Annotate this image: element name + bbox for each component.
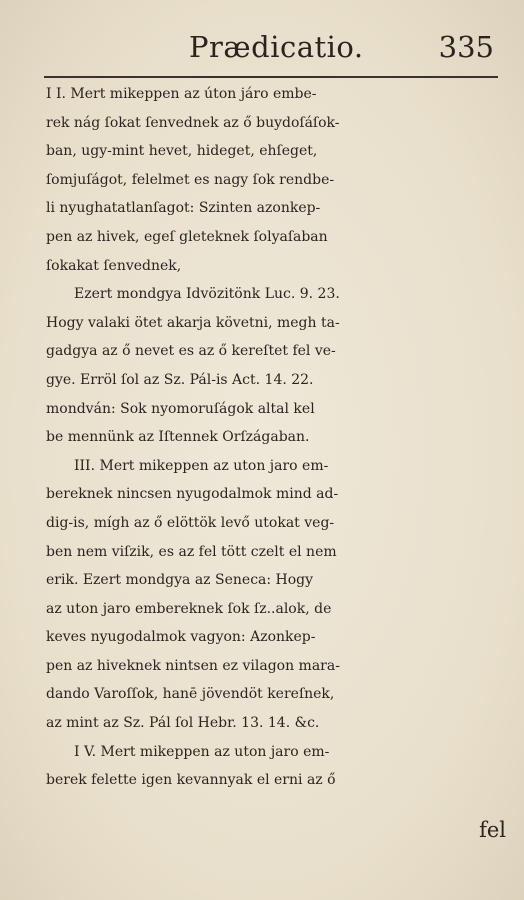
text-line: ban, ugy-mint hevet, hideget, ehſeget, xyxy=(46,143,318,160)
text-line: berek felette igen kevannyak el erni az ő xyxy=(46,772,336,789)
text-line: pen az hivek, egeſ gleteknek ſolyaſaban xyxy=(46,228,328,245)
text-line: pen az hiveknek nintsen ez vilagon mara- xyxy=(46,657,340,674)
text-line: mondván: Sok nyomoruſágok altal kel xyxy=(46,400,315,417)
text-line: Ezert mondgya Idvözitönk Luc. 9. 23. xyxy=(74,286,340,303)
header-rule xyxy=(44,76,498,78)
text-line: Hogy valaki ötet akarja követni, megh ta- xyxy=(46,314,340,331)
text-line: li nyughatatlanſagot: Szinten azonkep- xyxy=(46,200,321,217)
catchword: fel xyxy=(479,818,506,842)
text-line: ſomjuſágot, felelmet es nagy ſok rendbe- xyxy=(46,171,335,188)
text-line: bereknek nincsen nyugodalmok mind ad- xyxy=(46,486,339,503)
text-line: gye. Erröl ſol az Sz. Pál-is Act. 14. 22. xyxy=(46,371,314,388)
text-line: I V. Mert mikeppen az uton jaro em- xyxy=(74,743,330,760)
body-text xyxy=(46,80,506,795)
text-line: ſokakat ſenvednek, xyxy=(46,257,182,274)
text-line: dig-is, mígh az ő elöttök levő utokat veg- xyxy=(46,514,335,531)
text-line: dando Varoſſok, hanē jövendöt kereſnek, xyxy=(46,686,335,703)
page-header xyxy=(44,30,496,74)
text-line: I I. Mert mikeppen az úton járo embe- xyxy=(46,86,317,102)
text-line: gadgya az ő nevet es az ő kereſtet fel ve- xyxy=(46,343,336,360)
text-line: ben nem viſzik, es az fel tött czelt el nem xyxy=(46,543,337,560)
text-line: be mennünk az Iſtennek Orſzágaban. xyxy=(46,429,310,446)
text-line: keves nyugodalmok vagyon: Azonkep- xyxy=(46,629,316,646)
text-line: erik. Ezert mondgya az Seneca: Hogy xyxy=(46,572,314,589)
running-title: Prædicatio. xyxy=(189,30,364,64)
text-line: rek nág ſokat ſenvednek az ő buydoſáſok- xyxy=(46,114,340,131)
text-line: az uton jaro embereknek ſok ſz..alok, de xyxy=(46,600,332,617)
text-line: az mint az Sz. Pál ſol Hebr. 13. 14. &c. xyxy=(46,715,320,732)
page-number: 335 xyxy=(438,30,494,64)
text-line: III. Mert mikeppen az uton jaro em- xyxy=(74,457,329,474)
